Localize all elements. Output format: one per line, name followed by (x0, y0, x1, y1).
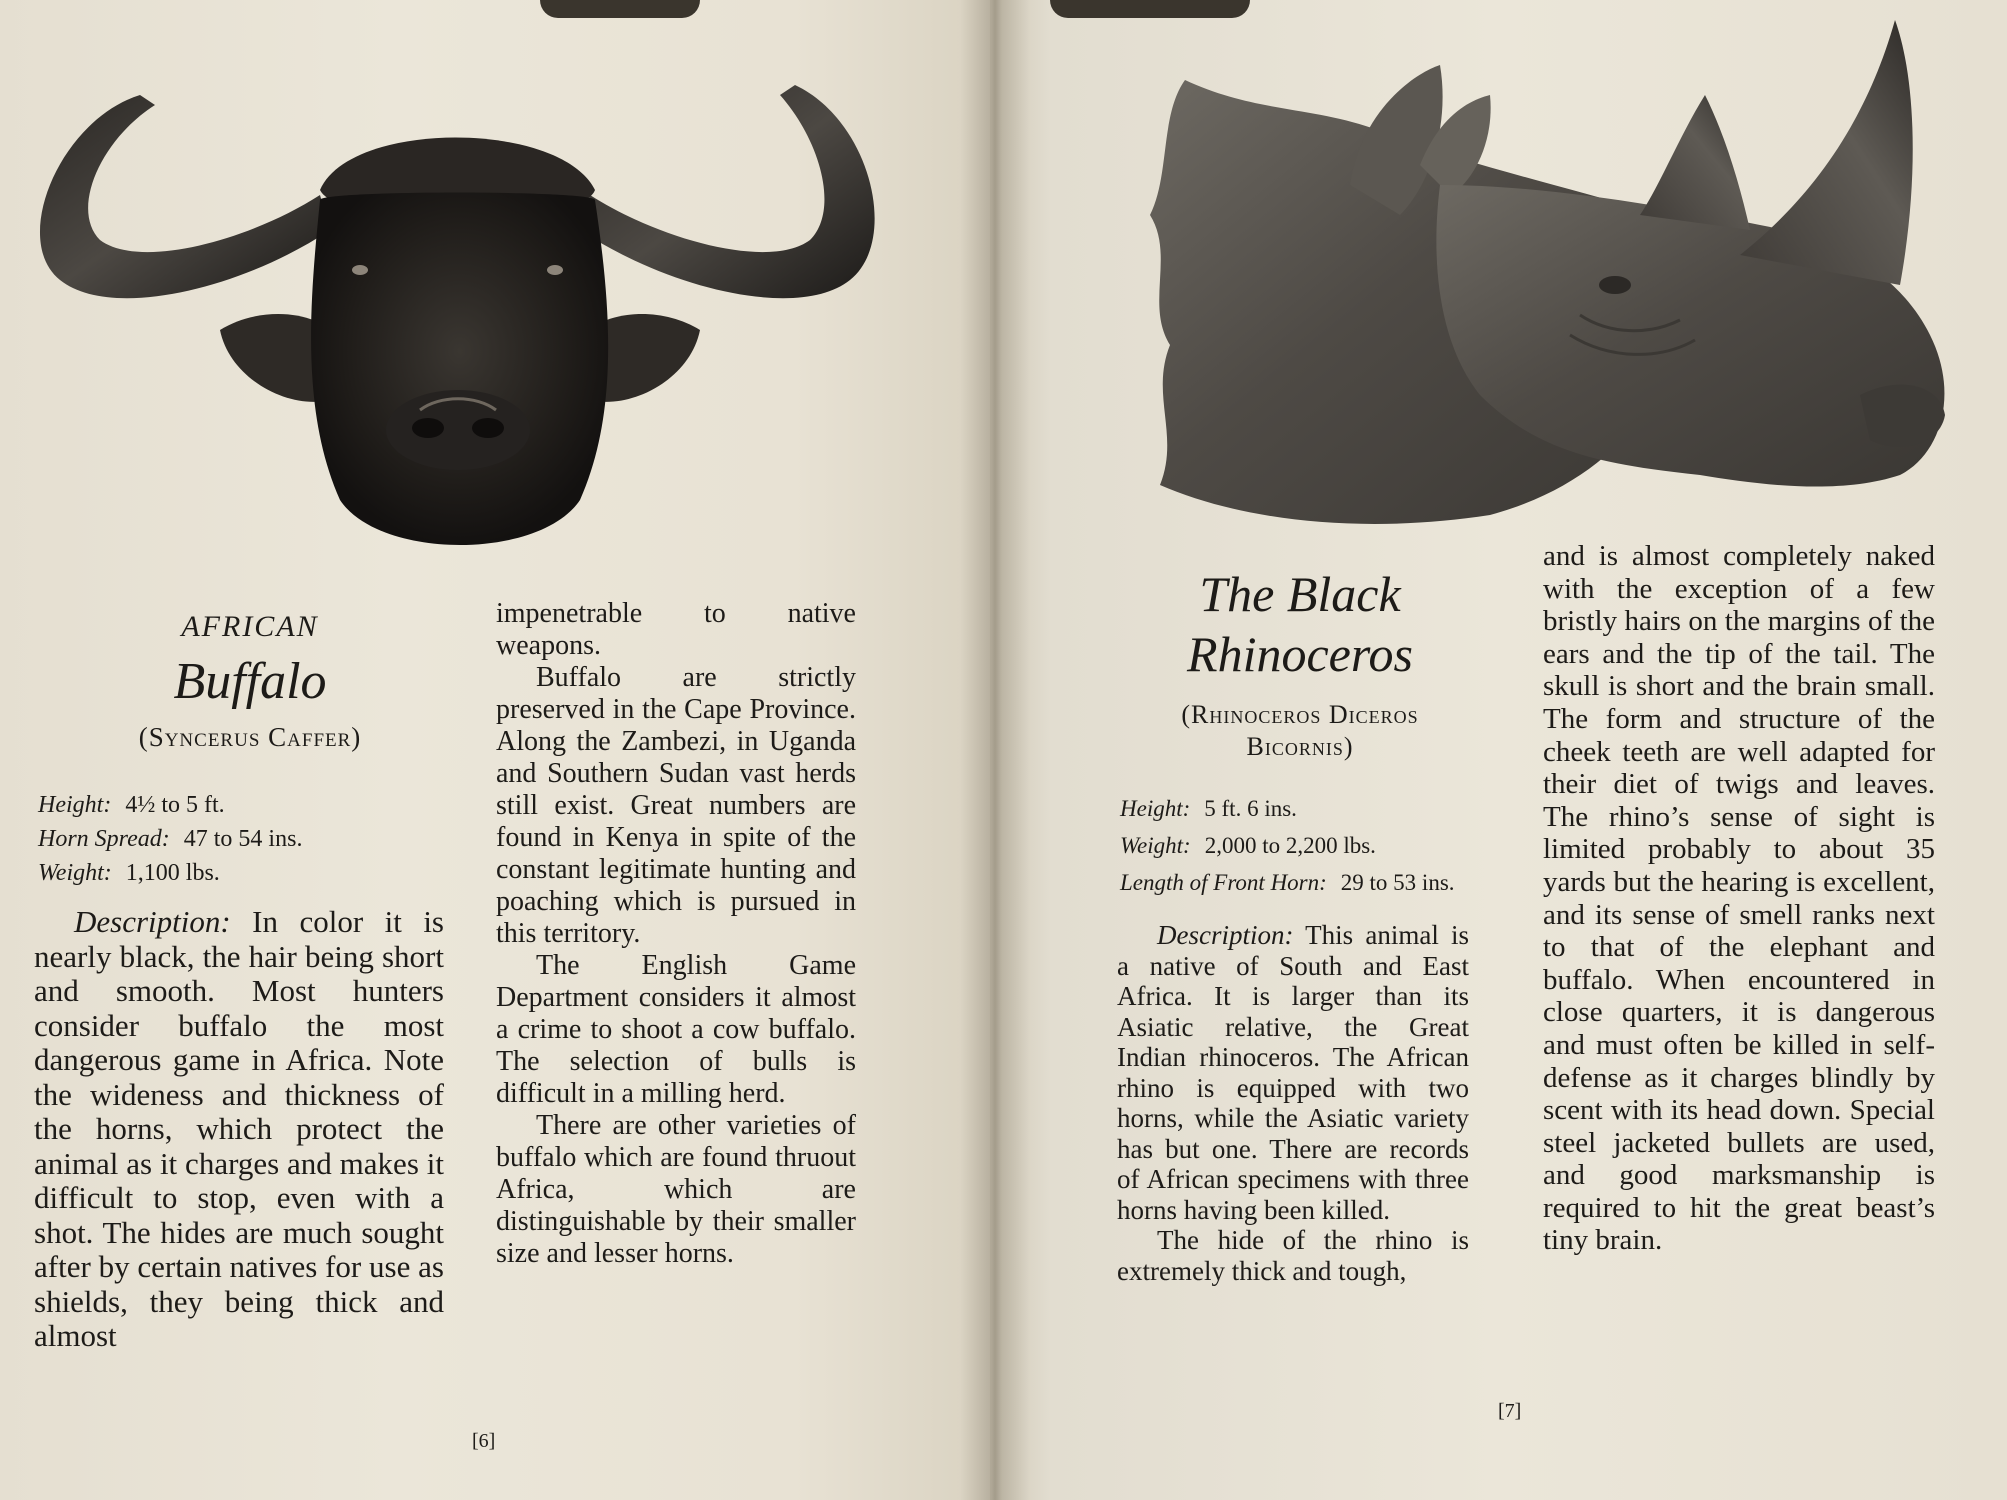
spec-label: Weight: (1120, 833, 1191, 858)
description-text: In color it is nearly black, the hair being short and smooth. Most hunters consider buffalo the most dangerous game in Africa. Note the wideness and thickness of the horns, which protect the animal as it charges and makes it difficult to stop, even with a shot. The hides are much sought after by certain natives for use as shields, they being thick and almost (34, 904, 444, 1353)
spec-row (1120, 827, 1455, 864)
description-text: This animal is a native of South and East Africa. It is larger than its Asiatic relative, the Great Indian rhinoceros. The African rhino is equipped with two horns, while the Asiatic variety has but one. There are records of African specimens with three horns having been killed. (1117, 920, 1469, 1225)
spec-row (1120, 790, 1455, 827)
book-gutter (960, 0, 1030, 1500)
rhino-specs (1120, 790, 1455, 901)
left-page (0, 0, 990, 1500)
spec-row (38, 856, 302, 890)
rhino-illustration (1140, 15, 1990, 535)
rhino-title-line2: Rhinoceros (1187, 626, 1413, 682)
spec-label: Height: (1120, 796, 1191, 821)
buffalo-subtitle: AFRICAN (181, 610, 319, 643)
right-page (990, 0, 2007, 1500)
spec-value: 5 ft. 6 ins. (1204, 796, 1297, 821)
buffalo-description-column (34, 905, 444, 1354)
spec-label: Height: (38, 792, 112, 818)
description-label: Description: (1157, 920, 1294, 950)
spec-row (38, 788, 302, 822)
rhino-photo (1140, 15, 1990, 535)
buffalo-scientific-name: (Syncerus Caffer) (138, 722, 362, 752)
buffalo-specs (38, 788, 302, 890)
paragraph: Buffalo are strictly preserved in the Cape Province. Along the Zambezi, in Uganda and Southern Sudan vast herds still exist. Great numbers are found in Kenya in spite of the constant legitimate hunting and poaching which is pursued in this territory. (496, 662, 856, 949)
rhino-second-column (1543, 540, 1935, 1257)
spec-value: 47 to 54 ins. (183, 826, 303, 852)
buffalo-illustration (20, 80, 890, 580)
buffalo-title: Buffalo (173, 653, 327, 710)
spec-value: 4½ to 5 ft. (125, 792, 225, 818)
spec-label: Horn Spread: (38, 826, 170, 852)
spec-value: 2,000 to 2,200 lbs. (1204, 833, 1376, 858)
spec-value: 29 to 53 ins. (1340, 870, 1455, 895)
paragraph: impenetrable to native weapons. (496, 598, 856, 661)
paragraph: and is almost completely naked with the exception of a few bristly hairs on the margins of the ears and the tip of the tail. The skull is short and the brain small. The form and structure of the cheek teeth are well adapted for their diet of twigs and leaves. The rhino’s sense of sight is limited probably to about 35 yards but the hearing is excellent, and its sense of smell ranks next to that of the elephant and buffalo. When encountered in close quarters, it is dangerous and must often be killed in self-defense as it charges blindly by scent with its head down. Special steel jacketed bullets are used, and good marksmanship is required to hit the great beast’s tiny brain. (1543, 540, 1935, 1257)
description-label: Description: (74, 904, 231, 939)
buffalo-second-column (496, 598, 856, 1270)
spec-label: Length of Front Horn: (1120, 870, 1327, 895)
spec-row (1120, 864, 1455, 901)
buffalo-photo (20, 80, 890, 580)
rhino-title-line1: The Black (1199, 566, 1401, 622)
paragraph: The English Game Department considers it almost a crime to shoot a cow buffalo. The selection of bulls is difficult in a milling herd. (496, 950, 856, 1109)
spec-value: 1,100 lbs. (125, 860, 220, 886)
top-shadow (540, 0, 700, 18)
spec-label: Weight: (38, 860, 112, 886)
rhino-scientific-line2: Bicornis) (1246, 732, 1354, 761)
rhino-scientific-line1: (Rhinoceros Diceros (1181, 700, 1419, 729)
page-number-left: [6] (472, 1430, 496, 1452)
page-number-right: [7] (1498, 1400, 1522, 1422)
paragraph: The hide of the rhino is extremely thick and tough, (1117, 1225, 1469, 1286)
paragraph: There are other varieties of buffalo which are found thruout Africa, which are distinguishable by their smaller size and lesser horns. (496, 1110, 856, 1269)
spec-row (38, 822, 302, 856)
rhino-description-column (1117, 920, 1469, 1286)
